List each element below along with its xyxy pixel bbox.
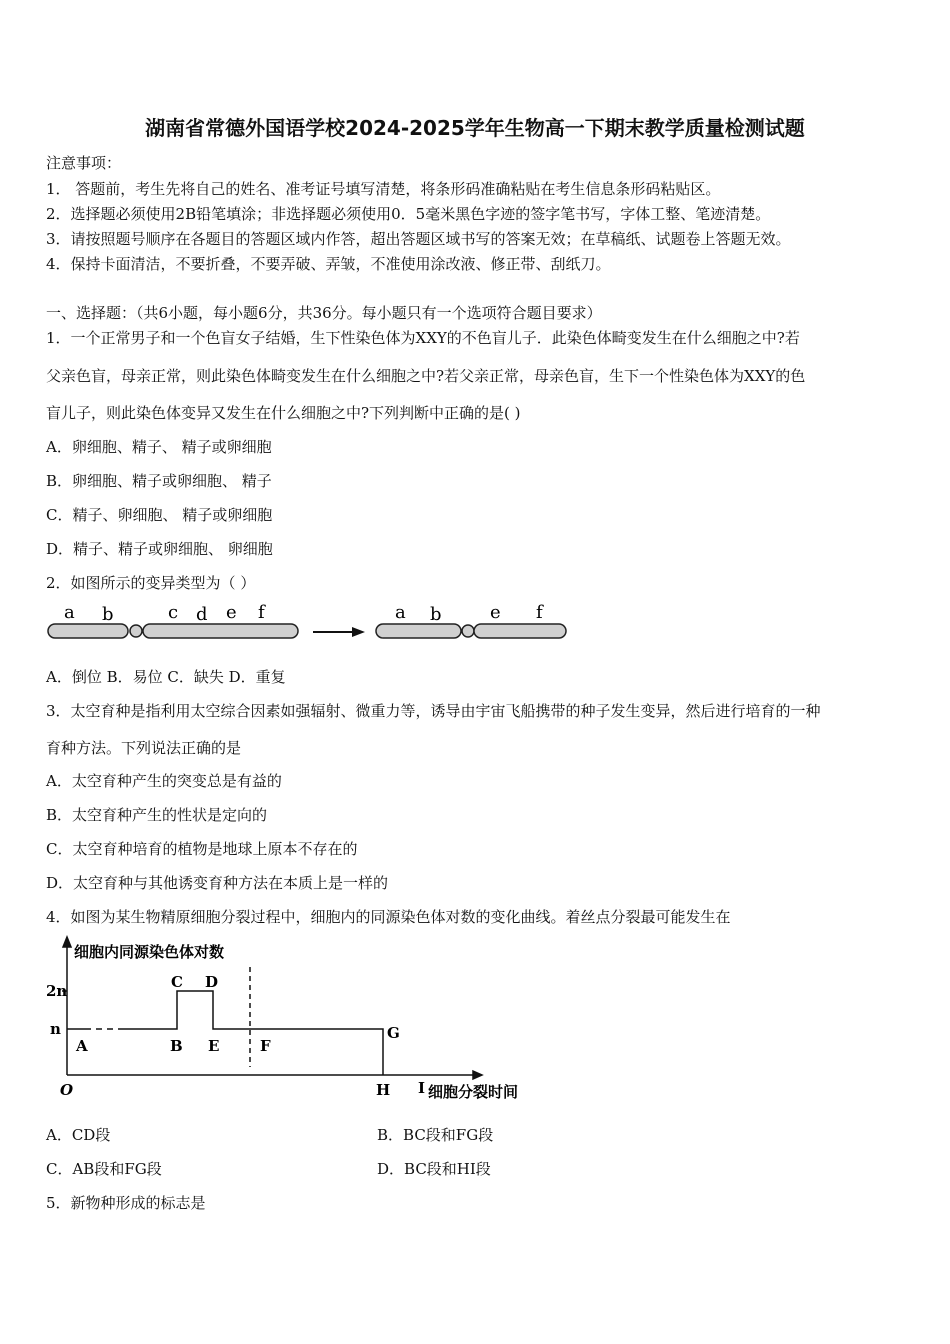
- curve-line: [122, 991, 383, 1075]
- gene-label: f: [536, 602, 543, 623]
- q3-option-c: C．太空育种培育的植物是地球上原本不存在的: [46, 840, 358, 858]
- point-label: F: [260, 1037, 271, 1055]
- y-axis-label: 细胞内同源染色体对数: [74, 943, 225, 961]
- arrow-icon: [352, 627, 365, 637]
- q1-option-d: D．精子、精子或卵细胞、 卵细胞: [46, 540, 273, 558]
- page-title: 湖南省常德外国语学校2024-2025学年生物高一下期末教学质量检测试题: [145, 116, 805, 140]
- point-label: B: [170, 1037, 183, 1055]
- notice-item: 2．选择题必须使用2B铅笔填涂；非选择题必须使用0．5毫米黑色字迹的签字笔书写，字体工整、笔迹清楚。: [46, 205, 771, 223]
- section-heading: 一、选择题：（共6小题，每小题6分，共36分。每小题只有一个选项符合题目要求）: [46, 304, 602, 322]
- point-label: H: [376, 1081, 391, 1099]
- q1-stem: 1．一个正常男子和一个色盲女子结婚，生下性染色体为XXY的不色盲儿子．此染色体畸变发生在什么细胞之中?若: [46, 329, 800, 347]
- roman-label: I: [418, 1079, 426, 1097]
- y-tick: 2n: [46, 982, 68, 1000]
- gene-label: e: [226, 602, 237, 623]
- gene-label: b: [430, 604, 442, 625]
- point-label: D: [205, 973, 219, 991]
- q1-option-a: A．卵细胞、精子、 精子或卵细胞: [46, 438, 272, 456]
- gene-label: e: [490, 602, 501, 623]
- q2-options: A．倒位 B．易位 C．缺失 D．重复: [46, 668, 286, 686]
- point-label: A: [76, 1037, 88, 1055]
- point-label: E: [208, 1037, 220, 1055]
- chromosome-diagram: [40, 598, 580, 648]
- q1-stem: 父亲色盲，母亲正常，则此染色体畸变发生在什么细胞之中?若父亲正常，母亲色盲，生下一个性染色体为XXY的色: [46, 367, 806, 385]
- q4-option-a: A．CD段: [46, 1126, 111, 1144]
- notice-item: 4．保持卡面清洁，不要折叠，不要弄破、弄皱，不准使用涂改液、修正带、刮纸刀。: [46, 255, 611, 273]
- notice-heading: 注意事项：: [46, 154, 122, 172]
- q3-option-d: D．太空育种与其他诱变育种方法在本质上是一样的: [46, 874, 389, 892]
- gene-label: f: [258, 602, 265, 623]
- y-tick: n: [50, 1020, 61, 1038]
- q4-option-c: C．AB段和FG段: [46, 1160, 162, 1178]
- q4-option-b: B．BC段和FG段: [377, 1126, 494, 1144]
- q1-option-b: B．卵细胞、精子或卵细胞、 精子: [46, 472, 272, 490]
- q1-option-c: C．精子、卵细胞、 精子或卵细胞: [46, 506, 273, 524]
- q3-stem: 3．太空育种是指利用太空综合因素如强辐射、微重力等，诱导由宇宙飞船携带的种子发生变异，然后进行培育的一种: [46, 702, 821, 720]
- q3-option-b: B．太空育种产生的性状是定向的: [46, 806, 268, 824]
- point-label: C: [171, 973, 183, 991]
- q4-stem: 4．如图为某生物精原细胞分裂过程中，细胞内的同源染色体对数的变化曲线。着丝点分裂最可能发生在: [46, 908, 731, 926]
- homologous-pairs-chart: [40, 935, 540, 1110]
- x-axis-label: 细胞分裂时间: [428, 1083, 519, 1101]
- origin-label: O: [60, 1081, 74, 1099]
- point-label: G: [387, 1024, 400, 1042]
- q3-option-a: A．太空育种产生的突变总是有益的: [46, 772, 282, 790]
- q4-option-d: D．BC段和HI段: [377, 1160, 491, 1178]
- gene-label: b: [102, 604, 114, 625]
- q1-stem: 盲儿子，则此染色体变异又发生在什么细胞之中?下列判断中正确的是( ): [46, 404, 521, 422]
- gene-label: d: [196, 604, 208, 625]
- gene-label: a: [395, 602, 406, 623]
- q3-stem: 育种方法。下列说法正确的是: [46, 739, 242, 757]
- gene-label: c: [168, 602, 179, 623]
- gene-label: a: [64, 602, 75, 623]
- notice-item: 1． 答题前，考生先将自己的姓名、准考证号填写清楚，将条形码准确粘贴在考生信息条形码粘贴区。: [46, 180, 721, 198]
- notice-item: 3．请按照题号顺序在各题目的答题区域内作答，超出答题区域书写的答案无效；在草稿纸、试题卷上答题无效。: [46, 230, 791, 248]
- q5-stem: 5．新物种形成的标志是: [46, 1194, 206, 1212]
- q2-stem: 2．如图所示的变异类型为（ ）: [46, 574, 256, 592]
